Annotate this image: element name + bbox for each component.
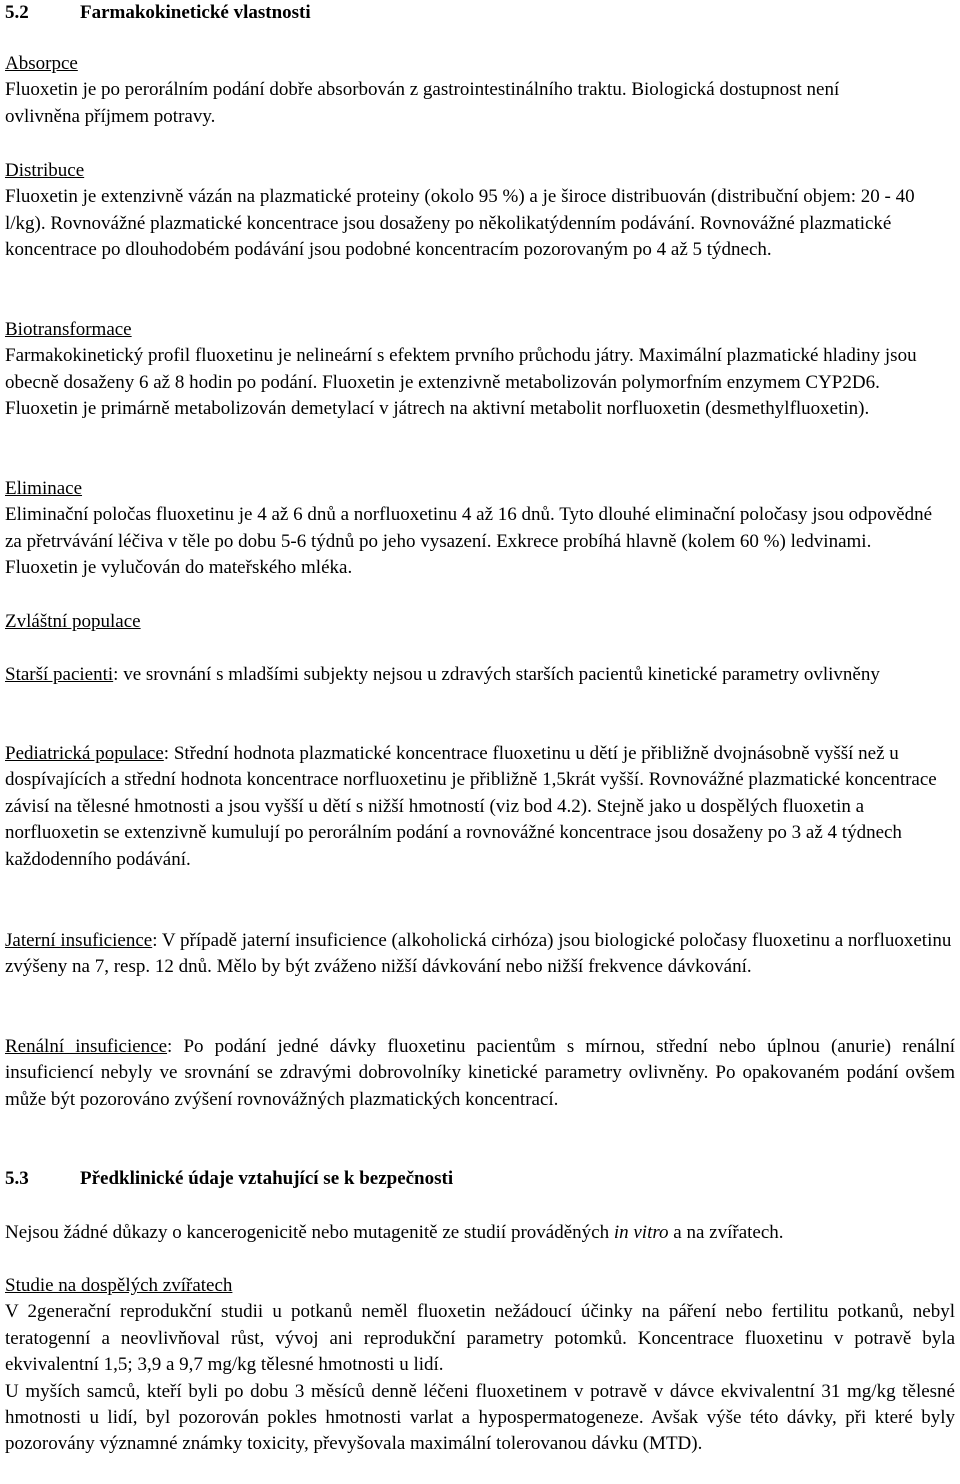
section-5-2-heading bbox=[5, 0, 311, 26]
label-separator: : bbox=[113, 664, 119, 685]
biotransformace-heading: Biotransformace bbox=[5, 319, 132, 340]
predklinicke-paragraph bbox=[5, 1220, 955, 1246]
absorpce-text: Fluoxetin je po perorálním podání dobře absorbován z gastrointestinálního traktu. Biologická dostupnost není ovlivněna příjmem potravy. bbox=[5, 79, 840, 127]
jaterni-insuficience-text: V případě jaterní insuficience (alkoholická cirhóza) jsou biologické poločasy fluoxetinu a norfluoxetinu zvýšeny na 7, resp. 12 dnů. Mělo by být zváženo nižší dávkování nebo nižší frekvence dávkování. bbox=[5, 930, 952, 978]
jaterni-insuficience-label: Jaterní insuficience bbox=[5, 930, 153, 951]
distribuce-block bbox=[5, 158, 955, 264]
section-number: 5.2 bbox=[5, 2, 29, 23]
eliminace-block bbox=[5, 476, 955, 582]
studie-paragraph-1: V 2generační reprodukční studii u potkanů neměl fluoxetin nežádoucí účinky na páření nebo fertilitu potkanů, nebyl teratogenní a neovlivňoval růst, vývoj ani reprodukční parametry potomků. Koncentrace fluoxetinu v potravě byla ekvivalentní 1,5; 3,9 a 9,7 mg/kg tělesné hmotnosti u lidí. bbox=[5, 1301, 955, 1376]
eliminace-text: Eliminační poločas fluoxetinu je 4 až 6 dnů a norfluoxetinu 4 až 16 dnů. Tyto dlouhé eliminační poločasy jsou odpovědné za přetrvávání léčiva v těle po dobu 5-6 týdnů po jeho vysazení. Exkrece probíhá hlavně (kolem 60 %) ledvinami. Fluoxetin je vylučován do mateřského mléka. bbox=[5, 504, 933, 579]
predklinicke-text-end: a na zvířatech. bbox=[668, 1222, 784, 1243]
label-separator: : bbox=[163, 743, 170, 764]
jaterni-insuficience-paragraph bbox=[5, 928, 955, 981]
absorpce-block bbox=[5, 51, 955, 130]
renalni-insuficience-label: Renální insuficience bbox=[5, 1036, 168, 1057]
studie-paragraph-2: U myších samců, kteří byli po dobu 3 měsíců denně léčeni fluoxetinem v potravě v dávce ekvivalentní 31 mg/kg tělesné hmotnosti u lidí, byl pozorován pokles hmotnosti varlat a hypospermatogeneze. Avšak výše této dávky, při které byly pozorovány významné známky toxicity, převyšovala maximální tolerovanou dávku (MTD). bbox=[5, 1380, 955, 1455]
studie-block bbox=[5, 1273, 955, 1458]
biotransformace-text: Farmakokinetický profil fluoxetinu je nelineární s efektem prvního průchodu játry. Maximální plazmatické hladiny jsou obecně dosaženy 6 až 8 hodin po podání. Fluoxetin je extenzivně metabolizován polymorfním enzymem CYP2D6. Fluoxetin je primárně metabolizován demetylací v játrech na aktivní metabolit norfluoxetin (desmethylfluoxetin). bbox=[5, 345, 917, 420]
distribuce-text: Fluoxetin je extenzivně vázán na plazmatické proteiny (okolo 95 %) a je široce distribuován (distribuční objem: 20 - 40 l/kg). Rovnovážné plazmatické koncentrace jsou dosaženy po několikatýdenním podávání. Rovnovážné plazmatické koncentrace po dlouhodobém podávání jsou podobné koncentracím pozorovaným po 4 až 5 týdnech. bbox=[5, 186, 915, 261]
predklinicke-text: Nejsou žádné důkazy o kancerogenicitě nebo mutagenitě ze studií prováděných bbox=[5, 1222, 614, 1243]
distribuce-heading: Distribuce bbox=[5, 160, 85, 181]
pediatricka-populace-text: Střední hodnota plazmatické koncentrace fluoxetinu u dětí je přibližně dvojnásobně vyšší než u dospívajících a střední hodnota koncentrace norfluoxetinu je přibližně 1,5krát vyšší. Rovnovážné plazmatické koncentrace závisí na tělesné hmotnosti a jsou vyšší u dětí s nižší hmotností (viz bod 4.2). Stejně jako u dospělých fluoxetin a norfluoxetin se extenzivně kumulují po perorálním podání a rovnovážné koncentrace jsou dosaženy po 3 až 4 týdnech každodenního podávání. bbox=[5, 743, 937, 870]
pediatricka-populace-paragraph bbox=[5, 741, 950, 873]
label-separator: : bbox=[167, 1036, 173, 1057]
renalni-insuficience-paragraph bbox=[5, 1034, 955, 1113]
biotransformace-block bbox=[5, 317, 955, 423]
eliminace-heading: Eliminace bbox=[5, 478, 83, 499]
pediatricka-populace-label: Pediatrická populace bbox=[5, 743, 164, 764]
starsi-pacienti-label: Starší pacienti bbox=[5, 664, 114, 685]
predklinicke-italic-text: in vitro bbox=[613, 1222, 669, 1243]
renalni-insuficience-text: Po podání jedné dávky fluoxetinu pacientům s mírnou, střední nebo úplnou (anurie) renální insuficiencí nebyly ve srovnání se zdravými dobrovolníky kinetické parametry ovlivněny. Po opakovaném podání ovšem může být pozorováno zvýšení rovnovážných plazmatických koncentrací. bbox=[5, 1036, 956, 1110]
starsi-pacienti-text: ve srovnání s mladšími subjekty nejsou u zdravých starších pacientů kinetické parametry ovlivněny bbox=[118, 664, 880, 685]
absorpce-heading: Absorpce bbox=[5, 53, 78, 74]
section-5-3-heading bbox=[5, 1166, 453, 1192]
studie-heading: Studie na dospělých zvířatech bbox=[5, 1275, 233, 1296]
label-separator: : bbox=[152, 930, 158, 951]
section-title: Farmakokinetické vlastnosti bbox=[80, 2, 311, 23]
zvlastni-populace-heading: Zvláštní populace bbox=[5, 611, 141, 632]
section-number: 5.3 bbox=[5, 1168, 29, 1189]
section-title: Předklinické údaje vztahující se k bezpečnosti bbox=[80, 1168, 454, 1189]
starsi-pacienti-paragraph bbox=[5, 662, 895, 688]
